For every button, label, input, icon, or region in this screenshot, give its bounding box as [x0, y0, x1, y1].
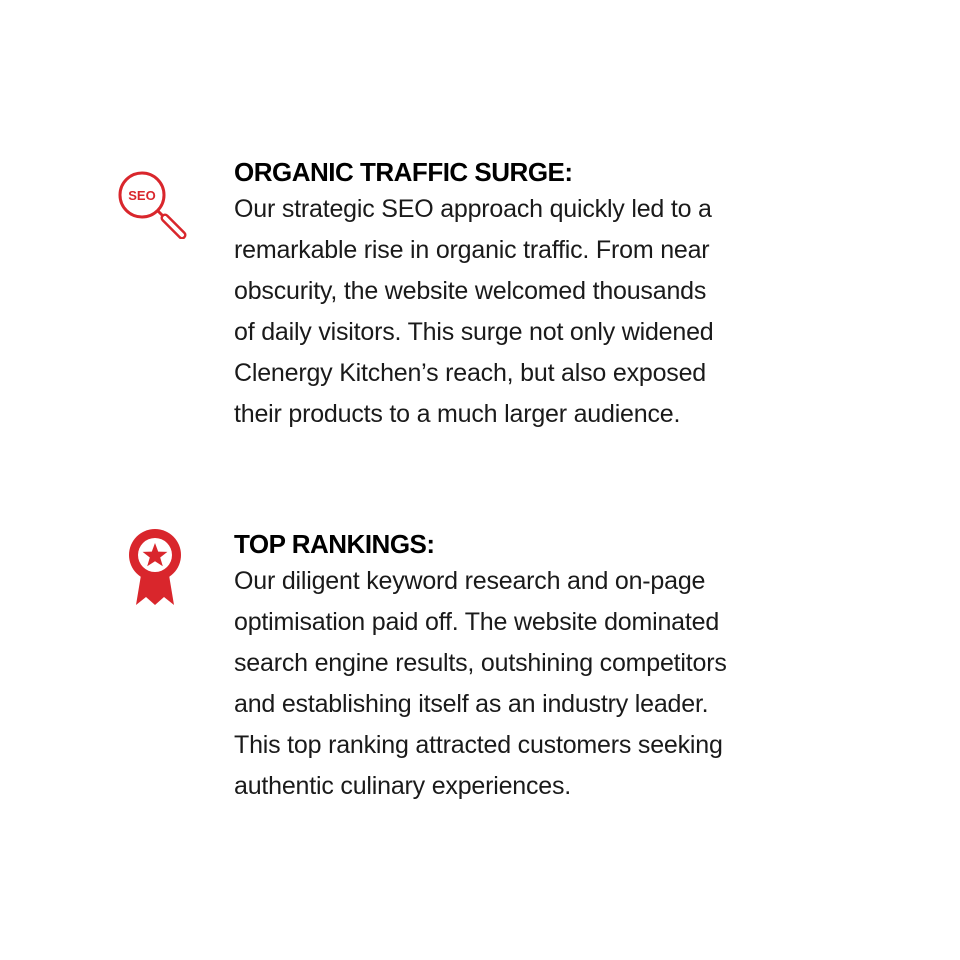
top-rankings-paragraph: [234, 561, 834, 807]
paragraph-line: their products to a much larger audience.: [234, 400, 681, 428]
organic-traffic-text: [234, 155, 834, 435]
paragraph-line: authentic culinary experiences.: [234, 772, 572, 800]
top-rankings-heading: TOP RANKINGS:: [234, 529, 435, 559]
paragraph-line: Our diligent keyword research and on-page: [234, 567, 706, 595]
paragraph-line: Our strategic SEO approach quickly led to a: [234, 195, 712, 223]
paragraph-line: obscurity, the website welcomed thousands: [234, 277, 707, 305]
organic-traffic-heading: ORGANIC TRAFFIC SURGE:: [234, 157, 573, 187]
seo-magnifier-icon: [112, 165, 194, 239]
paragraph-line: This top ranking attracted customers seeking: [234, 731, 723, 759]
seo-icon-label: SEO: [128, 188, 156, 203]
paragraph-line: of daily visitors. This surge not only widened: [234, 318, 714, 346]
paragraph-line: Clenergy Kitchen’s reach, but also exposed: [234, 359, 706, 387]
top-rankings-text: [234, 527, 834, 807]
award-ribbon-icon: [126, 527, 184, 607]
paragraph-line: and establishing itself as an industry leader.: [234, 690, 709, 718]
organic-traffic-paragraph: [234, 189, 834, 435]
paragraph-line: remarkable rise in organic traffic. From near: [234, 236, 710, 264]
paragraph-line: search engine results, outshining competitors: [234, 649, 727, 677]
paragraph-line: optimisation paid off. The website dominated: [234, 608, 720, 636]
